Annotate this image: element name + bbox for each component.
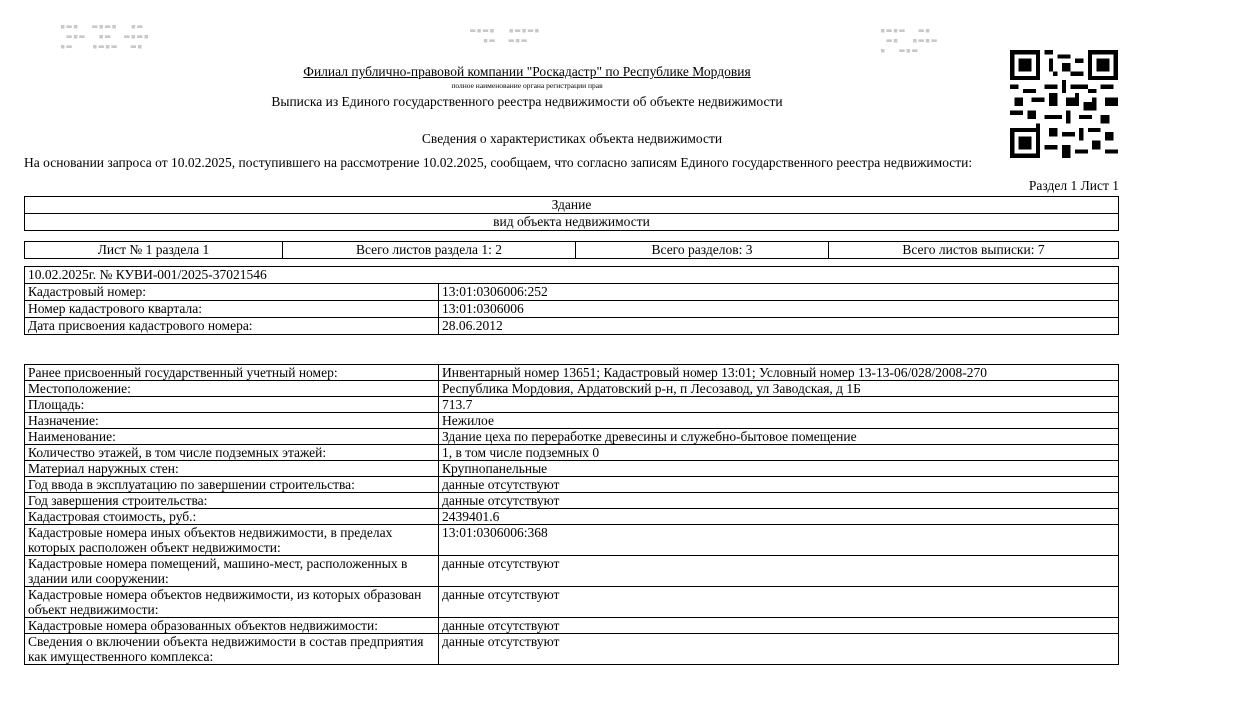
table-row	[25, 477, 1119, 493]
document-title: Выписка из Единого государственного реестра недвижимости об объекте недвижимости	[271, 94, 783, 109]
table-row	[25, 365, 1119, 381]
row-value: 13:01:0306006:368	[439, 525, 1119, 556]
row-label: Площадь:	[25, 397, 439, 413]
row-label: Ранее присвоенный государственный учетный номер:	[25, 365, 439, 381]
assignment-date-value: 28.06.2012	[439, 318, 1119, 335]
row-label: Кадастровые номера объектов недвижимости, из которых образован объект недвижимости:	[25, 587, 439, 618]
row-label: Год завершения строительства:	[25, 493, 439, 509]
row-value: 713.7	[439, 397, 1119, 413]
cadastral-quarter-value: 13:01:0306006	[439, 301, 1119, 318]
organization-caption: полное наименование органа регистрации прав	[451, 81, 603, 90]
table-row	[25, 413, 1119, 429]
scan-noise: ▪▬▪ ▬▪▬▪ ▪▬ ▬▪▬ ▪▬ ▬▪▬▪ ▪▬ ▪▬▪▬ ▬▪	[60, 22, 150, 52]
sections-total: Всего разделов: 3	[576, 242, 829, 259]
row-label: Год ввода в эксплуатацию по завершении строительства:	[25, 477, 439, 493]
table-row	[25, 634, 1119, 665]
row-value: данные отсутствуют	[439, 618, 1119, 634]
row-value: данные отсутствуют	[439, 477, 1119, 493]
scan-noise: ▪▬▪▬ ▬▪ ▬▪ ▪▬▪▬ ▪ ▬▪▬	[880, 26, 938, 56]
row-label: Кадастровый номер:	[25, 284, 439, 301]
details-table	[24, 364, 1119, 665]
row-value: Крупнопанельные	[439, 461, 1119, 477]
row-label: Кадастровые номера иных объектов недвижимости, в пределах которых расположен объект недвижимости:	[25, 525, 439, 556]
table-row	[25, 318, 1119, 335]
row-value: данные отсутствуют	[439, 634, 1119, 665]
row-value: Здание цеха по переработке древесины и служебно-бытовое помещение	[439, 429, 1119, 445]
table-row	[25, 445, 1119, 461]
row-label: Местоположение:	[25, 381, 439, 397]
scan-noise: ▬▪▬▪ ▪▬▪▬▪ ▪▬ ▬▪▬	[470, 26, 541, 46]
row-value: 2439401.6	[439, 509, 1119, 525]
table-row	[25, 618, 1119, 634]
object-type-title: Здание	[25, 197, 1119, 214]
organization-name: Филиал публично-правовой компании "Роскадастр" по Республике Мордовия	[303, 64, 751, 79]
row-label: Наименование:	[25, 429, 439, 445]
row-label: Назначение:	[25, 413, 439, 429]
row-label: Количество этажей, в том числе подземных этажей:	[25, 445, 439, 461]
sheets-total: Всего листов выписки: 7	[829, 242, 1119, 259]
row-label: Дата присвоения кадастрового номера:	[25, 318, 439, 335]
row-value: Республика Мордовия, Ардатовский р-н, п Лесозавод, ул Заводская, д 1Б	[439, 381, 1119, 397]
row-label: Номер кадастрового квартала:	[25, 301, 439, 318]
table-row	[25, 381, 1119, 397]
extract-number: 10.02.2025г. № КУВИ-001/2025-37021546	[25, 267, 1119, 284]
table-row	[25, 556, 1119, 587]
row-value: Нежилое	[439, 413, 1119, 429]
sheet-number: Лист № 1 раздела 1	[25, 242, 283, 259]
row-label: Сведения о включении объекта недвижимости в состав предприятия как имущественного комплекса:	[25, 634, 439, 665]
row-label: Кадастровые номера образованных объектов недвижимости:	[25, 618, 439, 634]
row-value: 1, в том числе подземных 0	[439, 445, 1119, 461]
table-row	[25, 397, 1119, 413]
row-value: данные отсутствуют	[439, 587, 1119, 618]
object-type-table	[24, 196, 1119, 231]
row-label: Кадастровые номера помещений, машино-мест, расположенных в здании или сооружении:	[25, 556, 439, 587]
sheets-info-table	[24, 241, 1119, 259]
cadastral-number-value: 13:01:0306006:252	[439, 284, 1119, 301]
sheets-in-section: Всего листов раздела 1: 2	[283, 242, 576, 259]
row-label: Материал наружных стен:	[25, 461, 439, 477]
table-row	[25, 587, 1119, 618]
table-row	[25, 461, 1119, 477]
registration-table	[24, 266, 1119, 335]
table-row	[25, 525, 1119, 556]
row-value: данные отсутствуют	[439, 493, 1119, 509]
table-row	[25, 509, 1119, 525]
table-row	[25, 301, 1119, 318]
qr-code-icon	[1010, 50, 1118, 158]
section-title: Сведения о характеристиках объекта недвижимости	[421, 131, 723, 146]
table-row	[25, 493, 1119, 509]
row-label: Кадастровая стоимость, руб.:	[25, 509, 439, 525]
section-sheet-label: Раздел 1 Лист 1	[1028, 178, 1119, 193]
request-basis-text: На основании запроса от 10.02.2025, поступившего на рассмотрение 10.02.2025, сообщаем, что согласно записям Единого государственного реестра недвижимости:	[24, 155, 973, 170]
object-type-caption: вид объекта недвижимости	[25, 214, 1119, 231]
row-value: данные отсутствуют	[439, 556, 1119, 587]
table-row	[25, 429, 1119, 445]
row-value: Инвентарный номер 13651; Кадастровый номер 13:01; Условный номер 13-13-06/028/2008-270	[439, 365, 1119, 381]
table-row	[25, 284, 1119, 301]
